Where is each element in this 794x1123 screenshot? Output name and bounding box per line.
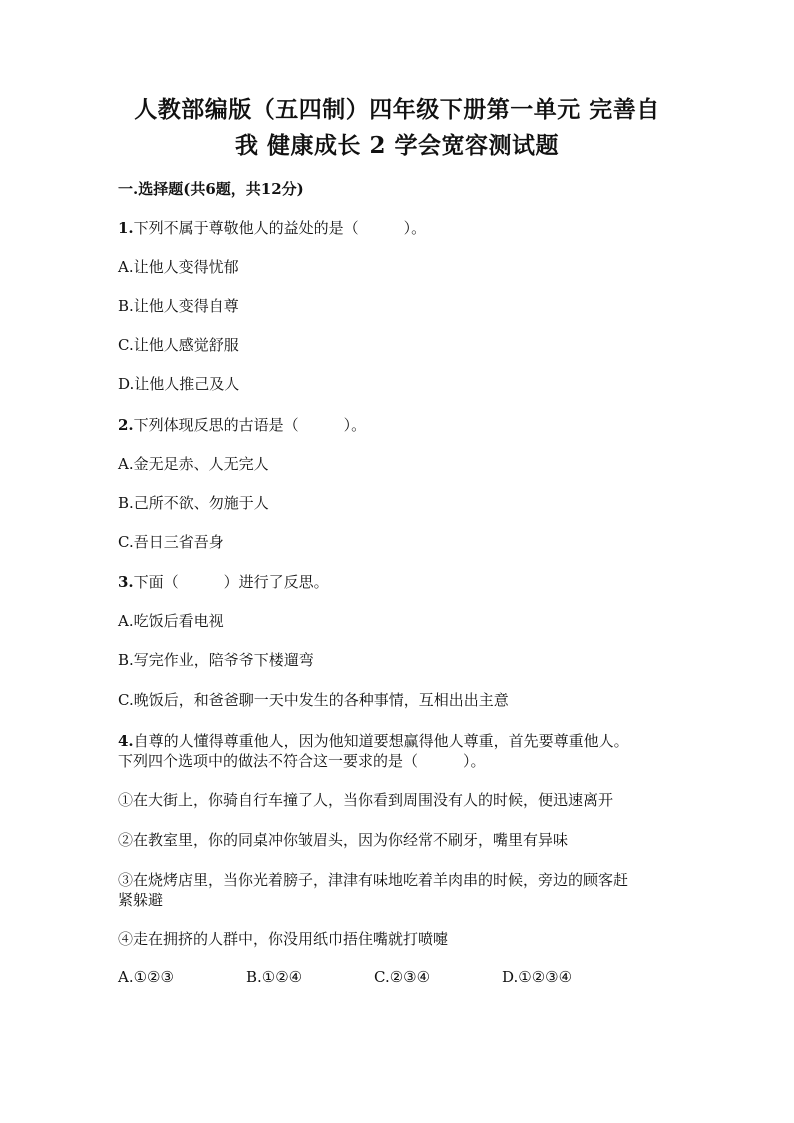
q4-statement-3-line-1: ③在烧烤店里，当你光着膀子，津津有味地吃着羊肉串的时候，旁边的顾客赶 bbox=[118, 871, 629, 889]
q4-option-d: D.①②③④ bbox=[502, 968, 573, 986]
q4-option-b: B.①②④ bbox=[246, 968, 303, 986]
title-line-1: 人教部编版（五四制）四年级下册第一单元 完善自 bbox=[134, 96, 660, 123]
question-number: 1. bbox=[118, 219, 134, 237]
q3-option-b: B.写完作业，陪爷爷下楼遛弯 bbox=[118, 651, 314, 669]
q4-option-c: C.②③④ bbox=[374, 968, 431, 986]
question-4 bbox=[118, 730, 629, 752]
question-number: 2. bbox=[118, 416, 134, 434]
question-3 bbox=[118, 571, 329, 593]
q1-option-b: B.让他人变得自尊 bbox=[118, 297, 239, 315]
q3-option-a: A.吃饭后看电视 bbox=[118, 612, 224, 630]
question-number: 3. bbox=[118, 573, 134, 591]
q3-option-c: C.晚饭后，和爸爸聊一天中发生的各种事情，互相出出主意 bbox=[118, 691, 509, 709]
q2-option-c: C.吾日三省吾身 bbox=[118, 533, 224, 551]
q4-statement-2: ②在教室里，你的同桌冲你皱眉头，因为你经常不刷牙，嘴里有异味 bbox=[118, 831, 569, 849]
question-2 bbox=[118, 414, 366, 436]
q1-option-a: A.让他人变得忧郁 bbox=[118, 258, 239, 276]
q4-statement-4: ④走在拥挤的人群中，你没用纸巾捂住嘴就打喷嚏 bbox=[118, 930, 449, 948]
q4-statement-3-line-2: 紧躲避 bbox=[118, 891, 164, 909]
q1-option-c: C.让他人感觉舒服 bbox=[118, 336, 239, 354]
title-line-2: 我 健康成长 2 学会宽容测试题 bbox=[234, 132, 560, 159]
question-number: 4. bbox=[118, 732, 134, 750]
question-stem: 下列不属于尊敬他人的益处的是（ ）。 bbox=[133, 219, 427, 237]
q4-statement-1: ①在大街上，你骑自行车撞了人，当你看到周围没有人的时候，便迅速离开 bbox=[118, 791, 614, 809]
section-heading: 一.选择题(共6题，共12分) bbox=[118, 180, 304, 198]
q2-option-b: B.己所不欲、勿施于人 bbox=[118, 494, 269, 512]
question-1 bbox=[118, 217, 426, 239]
question-stem: 下列体现反思的古语是（ ）。 bbox=[133, 416, 367, 434]
question-stem: 下面（ ）进行了反思。 bbox=[133, 573, 329, 591]
question-stem-line-1: 自尊的人懂得尊重他人，因为他知道要想赢得他人尊重，首先要尊重他人。 bbox=[133, 732, 629, 750]
q4-option-a: A.①②③ bbox=[118, 968, 174, 986]
q1-option-d: D.让他人推己及人 bbox=[118, 375, 240, 393]
page-title bbox=[100, 92, 694, 164]
question-stem-line-2: 下列四个选项中的做法不符合这一要求的是（ ）。 bbox=[118, 752, 486, 770]
q2-option-a: A.金无足赤、人无完人 bbox=[118, 455, 269, 473]
